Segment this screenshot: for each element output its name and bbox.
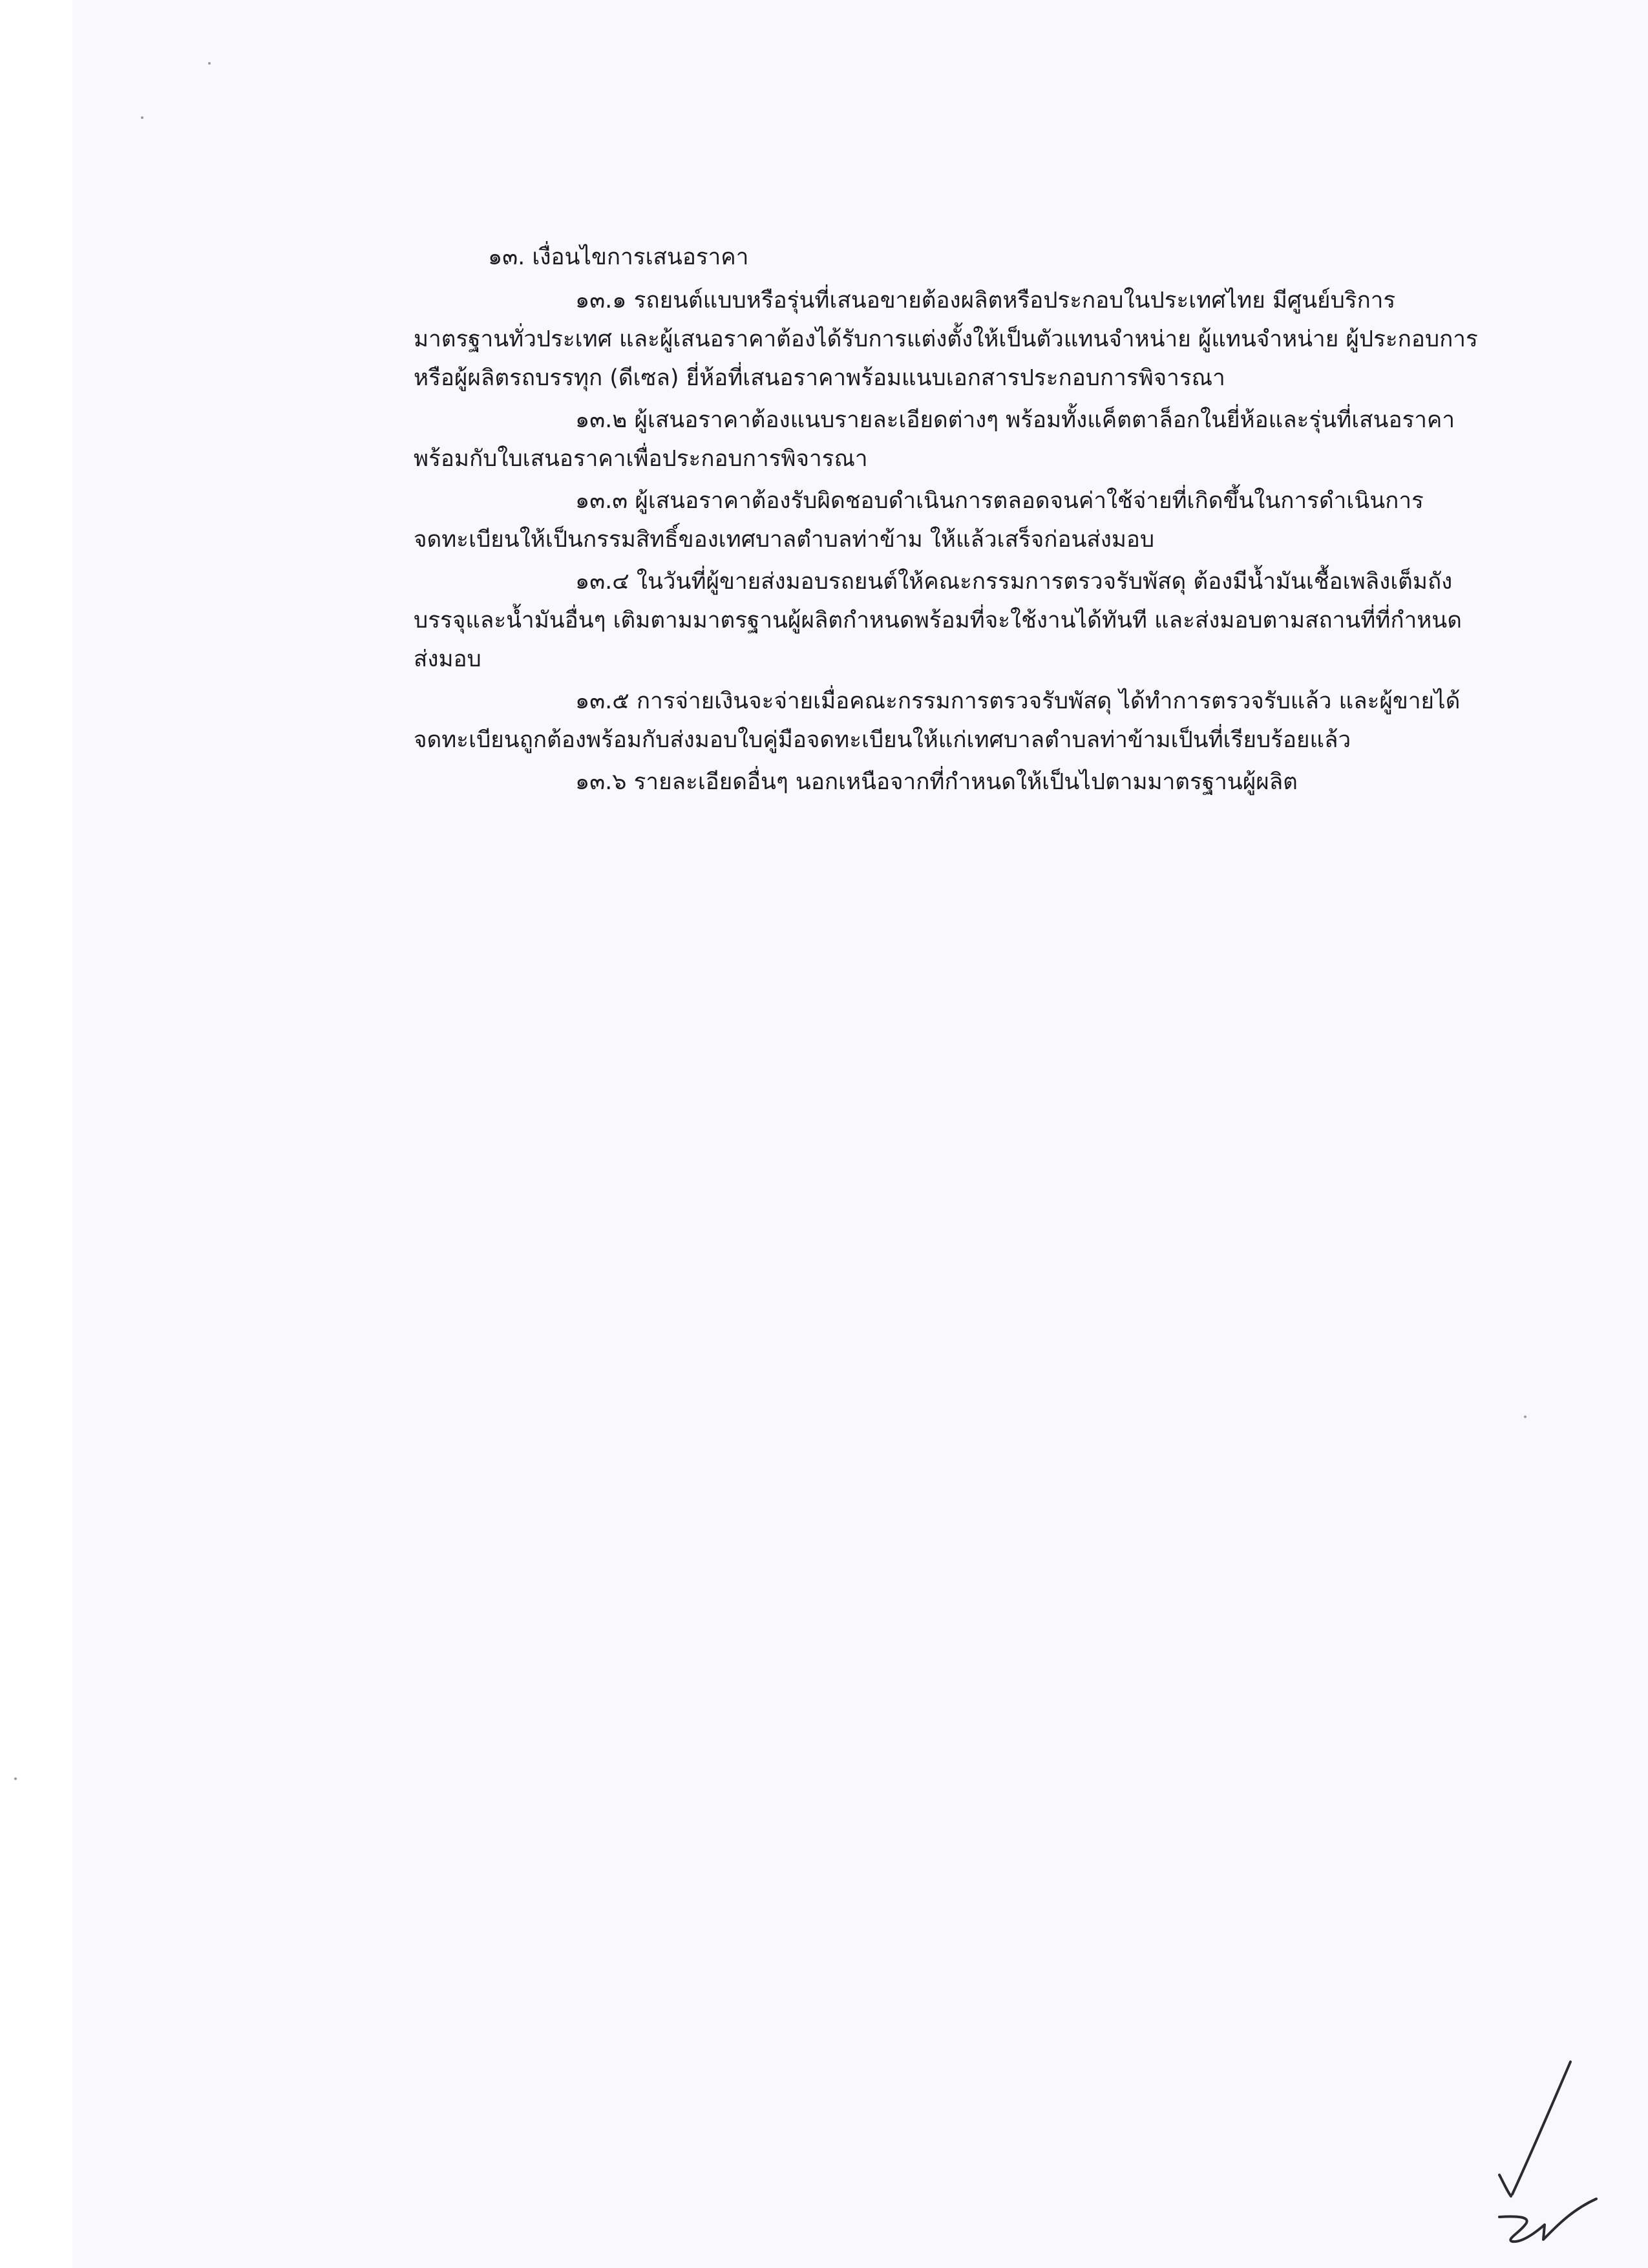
paragraph-line: มาตรฐานทั่วประเทศ และผู้เสนอราคาต้องได้รับการแต่งตั้งให้เป็นตัวแทนจำหน่าย ผู้แทนจำหน่าย ผู้ประกอบการ — [414, 326, 1478, 352]
paragraph-line: ๑๓.๓ ผู้เสนอราคาต้องรับผิดชอบดำเนินการตลอดจนค่าใช้จ่ายที่เกิดขึ้นในการดำเนินการ — [575, 488, 1424, 514]
paragraph-line: ๑๓.๔ ในวันที่ผู้ขายส่งมอบรถยนต์ให้คณะกรรมการตรวจรับพัสดุ ต้องมีน้ำมันเชื้อเพลิงเต็มถัง — [575, 569, 1453, 595]
paragraph-line: บรรจุและน้ำมันอื่นๆ เติมตามมาตรฐานผู้ผลิตกำหนดพร้อมที่จะใช้งานได้ทันที และส่งมอบตามสถานที่ที่กำหนด — [414, 608, 1462, 633]
section-heading: ๑๓. เงื่อนไขการเสนอราคา — [488, 244, 749, 270]
scan-speck — [208, 62, 211, 65]
paragraph-line: ๑๓.๒ ผู้เสนอราคาต้องแนบรายละเอียดต่างๆ พร้อมทั้งแค็ตตาล็อกในยี่ห้อและรุ่นที่เสนอราคา — [575, 407, 1455, 433]
handwritten-signature — [1474, 2055, 1616, 2249]
paragraph-line: ๑๓.๖ รายละเอียดอื่นๆ นอกเหนือจากที่กำหนดให้เป็นไปตามมาตรฐานผู้ผลิต — [575, 769, 1298, 795]
paragraph-line: พร้อมกับใบเสนอราคาเพื่อประกอบการพิจารณา — [414, 446, 868, 472]
paragraph-line: ส่งมอบ — [414, 646, 481, 672]
scan-speck — [1524, 1415, 1527, 1418]
paragraph-line: ๑๓.๑ รถยนต์แบบหรือรุ่นที่เสนอขายต้องผลิตหรือประกอบในประเทศไทย มีศูนย์บริการ — [575, 288, 1396, 313]
paragraph-line: จดทะเบียนถูกต้องพร้อมกับส่งมอบใบคู่มือจดทะเบียนให้แก่เทศบาลตำบลท่าข้ามเป็นที่เรียบร้อยแล้ว — [414, 727, 1351, 753]
scan-speck — [141, 116, 143, 119]
paragraph-line: ๑๓.๕ การจ่ายเงินจะจ่ายเมื่อคณะกรรมการตรวจรับพัสดุ ได้ทำการตรวจรับแล้ว และผู้ขายได้ — [575, 688, 1461, 714]
scan-speck — [14, 1777, 17, 1780]
paragraph-line: จดทะเบียนให้เป็นกรรมสิทธิ์ของเทศบาลตำบลท่าข้าม ให้แล้วเสร็จก่อนส่งมอบ — [414, 527, 1155, 553]
paragraph-line: หรือผู้ผลิตรถบรรทุก (ดีเซล) ยี่ห้อที่เสนอราคาพร้อมแนบเอกสารประกอบการพิจารณา — [414, 365, 1225, 391]
scan-margin — [0, 0, 72, 2268]
